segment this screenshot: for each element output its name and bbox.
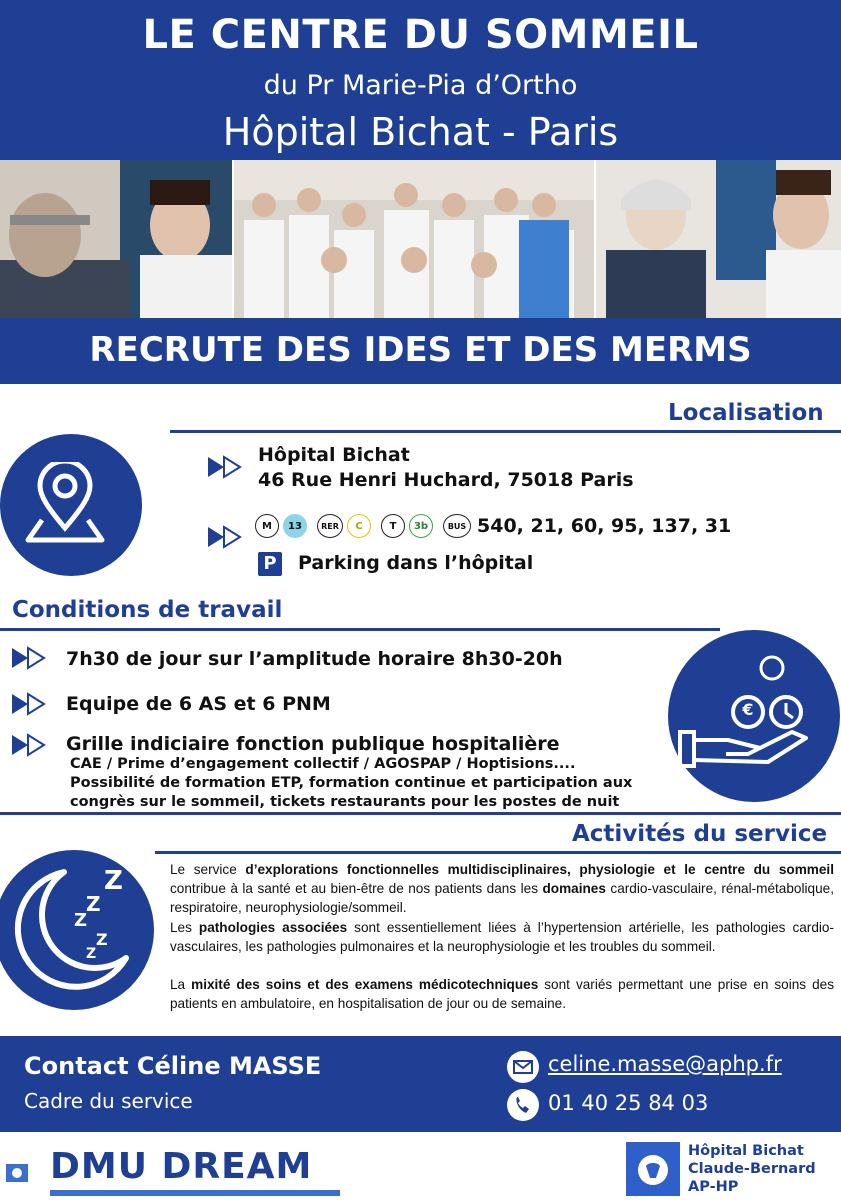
hospital-logo-icon (626, 1142, 680, 1196)
condition-detail: CAE / Prime d’engagement collectif / AGOSPAP / Hoptisions.... (70, 756, 576, 772)
activites-paragraph-1 (170, 860, 834, 917)
page-subtitle: du Pr Marie-Pia d’Ortho (263, 70, 578, 101)
activites-paragraph-2 (170, 918, 834, 956)
photo-strip (0, 160, 841, 318)
contact-phone: 01 40 25 84 03 (548, 1091, 709, 1115)
hospital-logo-line: AP-HP (688, 1179, 739, 1195)
phone-icon (506, 1088, 540, 1122)
euro-symbol: € (742, 700, 754, 719)
text-run: La (170, 977, 192, 992)
rer-line-badge: C (347, 514, 371, 538)
contact-footer (0, 1036, 841, 1132)
sleep-circle (0, 850, 154, 1010)
text-run: sont variés permettant une prise en soins des patients en ambulatoire, en hospitalisation de jour ou de semaine. (170, 977, 834, 1011)
parking-icon: P (258, 552, 282, 576)
metro-icon: M (255, 514, 279, 538)
email-icon (506, 1050, 540, 1084)
hospital-logo-line: Hôpital Bichat (688, 1143, 804, 1159)
parking-text: Parking dans l’hôpital (298, 552, 534, 574)
contact-name: Contact Céline MASSE (24, 1052, 322, 1080)
photo-consultation (596, 160, 841, 318)
tram-line-badge: 3b (409, 514, 433, 538)
salary-circle (668, 630, 840, 802)
conditions-heading: Conditions de travail (12, 597, 283, 623)
hospital-title: Hôpital Bichat - Paris (222, 110, 619, 154)
text-run-bold: pathologies associées (198, 920, 348, 935)
text-run: cardio-vasculaire, rénal-métabolique, respiratoire, neurophysiologie/sommeil. (170, 881, 834, 915)
bus-icon: BUS (443, 514, 471, 538)
condition-item: Grille indiciaire fonction publique hospitalière (66, 733, 560, 755)
activites-rule (155, 851, 841, 854)
text-run: Les (170, 920, 199, 935)
activites-paragraph-3 (170, 975, 834, 1013)
recruitment-title: RECRUTE DES IDES ET DES MERMS (89, 330, 752, 370)
double-arrow-icon (206, 525, 246, 549)
zzz-icon: Z (96, 930, 108, 949)
text-run: sont essentiellement liées à l’hypertension artérielle, les pathologies cardio-vasculaires, les pathologies pulmonaires et la neurophysiologie et les troubles du sommeil. (170, 920, 834, 954)
bus-lines: 540, 21, 60, 95, 137, 31 (477, 515, 732, 537)
zzz-icon: Z (86, 946, 97, 962)
conditions-rule (0, 628, 720, 631)
condition-detail: Possibilité de formation ETP, formation continue et participation aux (70, 775, 633, 791)
double-arrow-icon (10, 692, 50, 716)
text-run: contribue à la santé et au bien-être de nos patients dans les (170, 881, 543, 896)
condition-detail: congrès sur le sommeil, tickets restaurants pour les postes de nuit (70, 794, 620, 810)
tram-icon: T (381, 514, 405, 538)
dmu-dream-logo: DMU DREAM (50, 1146, 313, 1187)
location-name: Hôpital Bichat (258, 444, 410, 466)
text-run-bold: domaines (542, 881, 606, 896)
page-title: LE CENTRE DU SOMMEIL (142, 12, 699, 58)
metro-line-badge: 13 (283, 514, 307, 538)
photo-patient-mask (0, 160, 232, 318)
map-pin-icon (20, 462, 120, 552)
condition-item: Equipe de 6 AS et 6 PNM (66, 693, 331, 715)
text-run-bold: d’explorations fonctionnelles multidisciplinaires, physiologie et le centre du sommeil (245, 862, 834, 877)
location-circle (0, 434, 142, 576)
transport-row (255, 514, 731, 538)
rer-icon: RER (317, 514, 343, 538)
double-arrow-icon (10, 733, 50, 757)
zzz-icon: Z (104, 866, 123, 896)
zzz-icon: Z (74, 910, 88, 931)
contact-role: Cadre du service (24, 1089, 193, 1113)
hospital-logo-text (688, 1142, 816, 1196)
location-address: 46 Rue Henri Huchard, 75018 Paris (258, 469, 634, 491)
recruitment-banner (0, 318, 841, 384)
hospital-logo-line: Claude-Bernard (688, 1161, 816, 1177)
text-run-bold: mixité des soins et des examens médicotechniques (191, 977, 539, 992)
text-run: Le service (170, 862, 246, 877)
activites-rule-top (0, 812, 841, 815)
double-arrow-icon (206, 455, 246, 479)
localisation-rule (170, 430, 841, 433)
header (0, 0, 841, 160)
aphp-small-logo-icon (4, 1158, 32, 1186)
zzz-icon: Z (86, 892, 101, 916)
localisation-heading: Localisation (668, 400, 824, 426)
condition-item: 7h30 de jour sur l’amplitude horaire 8h30-20h (66, 648, 563, 670)
contact-email-link[interactable]: celine.masse@aphp.fr (548, 1052, 782, 1076)
photo-team (234, 160, 594, 318)
activites-heading: Activités du service (572, 821, 828, 847)
double-arrow-icon (10, 646, 50, 670)
dmu-logo-bar (50, 1190, 340, 1196)
